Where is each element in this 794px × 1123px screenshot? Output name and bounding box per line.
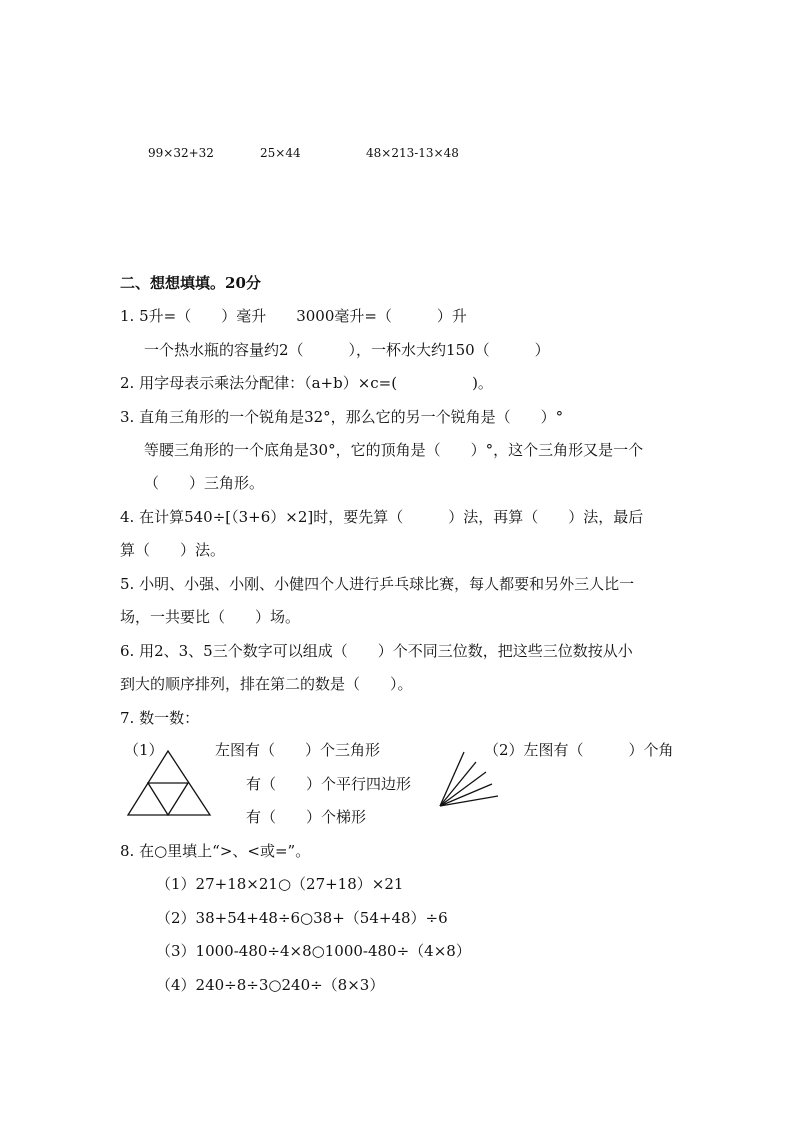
calc-expression-3: 48×213-13×48 — [366, 146, 459, 160]
question-6-line-1: 6. 用2、3、5三个数字可以组成（ ）个不同三位数，把这些三位数按从小 — [120, 642, 633, 660]
question-8-item-2: （2）38+54+48÷6○38+（54+48）÷6 — [156, 909, 448, 927]
question-4-line-2: 算（ ）法。 — [120, 541, 226, 559]
calc-expression-2: 25×44 — [260, 146, 301, 160]
question-5-line-1: 5. 小明、小强、小刚、小健四个人进行乒乓球比赛，每人都要和另外三人比一 — [120, 575, 635, 593]
question-8-item-3: （3）1000-480÷4×8○1000-480÷（4×8） — [156, 942, 471, 960]
triangle-figure — [124, 748, 214, 820]
question-5-line-2: 场，一共要比（ ）场。 — [120, 608, 301, 626]
question-8-item-1: （1）27+18×21○（27+18）×21 — [156, 875, 404, 893]
question-8-item-4: （4）240÷8÷3○240÷（8×3） — [156, 976, 385, 994]
question-6-line-2: 到大的顺序排列，排在第二的数是（ ）。 — [120, 675, 413, 693]
question-3-line-2: 等腰三角形的一个底角是30°，它的顶角是（ ）°，这个三角形又是一个 — [144, 441, 644, 459]
question-3-line-1: 3. 直角三角形的一个锐角是32°，那么它的另一个锐角是（ ）° — [120, 408, 564, 426]
question-7-part-1-parallelograms: 有（ ）个平行四边形 — [246, 775, 412, 793]
question-7-part-2: （2）左图有（ ）个角 — [484, 741, 674, 759]
question-8-title: 8. 在○里填上“>、<或=”。 — [120, 842, 311, 860]
calc-expression-1: 99×32+32 — [148, 146, 214, 160]
question-1-line-2: 一个热水瓶的容量约2（ ），一杯水大约150（ ） — [144, 341, 550, 359]
question-2-line-1: 2. 用字母表示乘法分配律：（a+b）×c=( )。 — [120, 374, 493, 392]
question-7-part-1-triangles: 左图有（ ）个三角形 — [215, 741, 381, 759]
question-1-line-1: 1. 5升=（ ）毫升 3000毫升=（ ）升 — [120, 307, 467, 325]
question-7-part-1-label: （1） — [124, 741, 164, 759]
question-4-line-1: 4. 在计算540÷[（3+6）×2]时，要先算（ ）法，再算（ ）法，最后 — [120, 508, 644, 526]
question-3-line-3: （ ）三角形。 — [144, 474, 265, 492]
question-7-part-1-trapezoids: 有（ ）个梯形 — [246, 808, 367, 826]
section-title: 二、想想填填。20分 — [120, 274, 261, 292]
question-7-title: 7. 数一数： — [120, 709, 200, 727]
